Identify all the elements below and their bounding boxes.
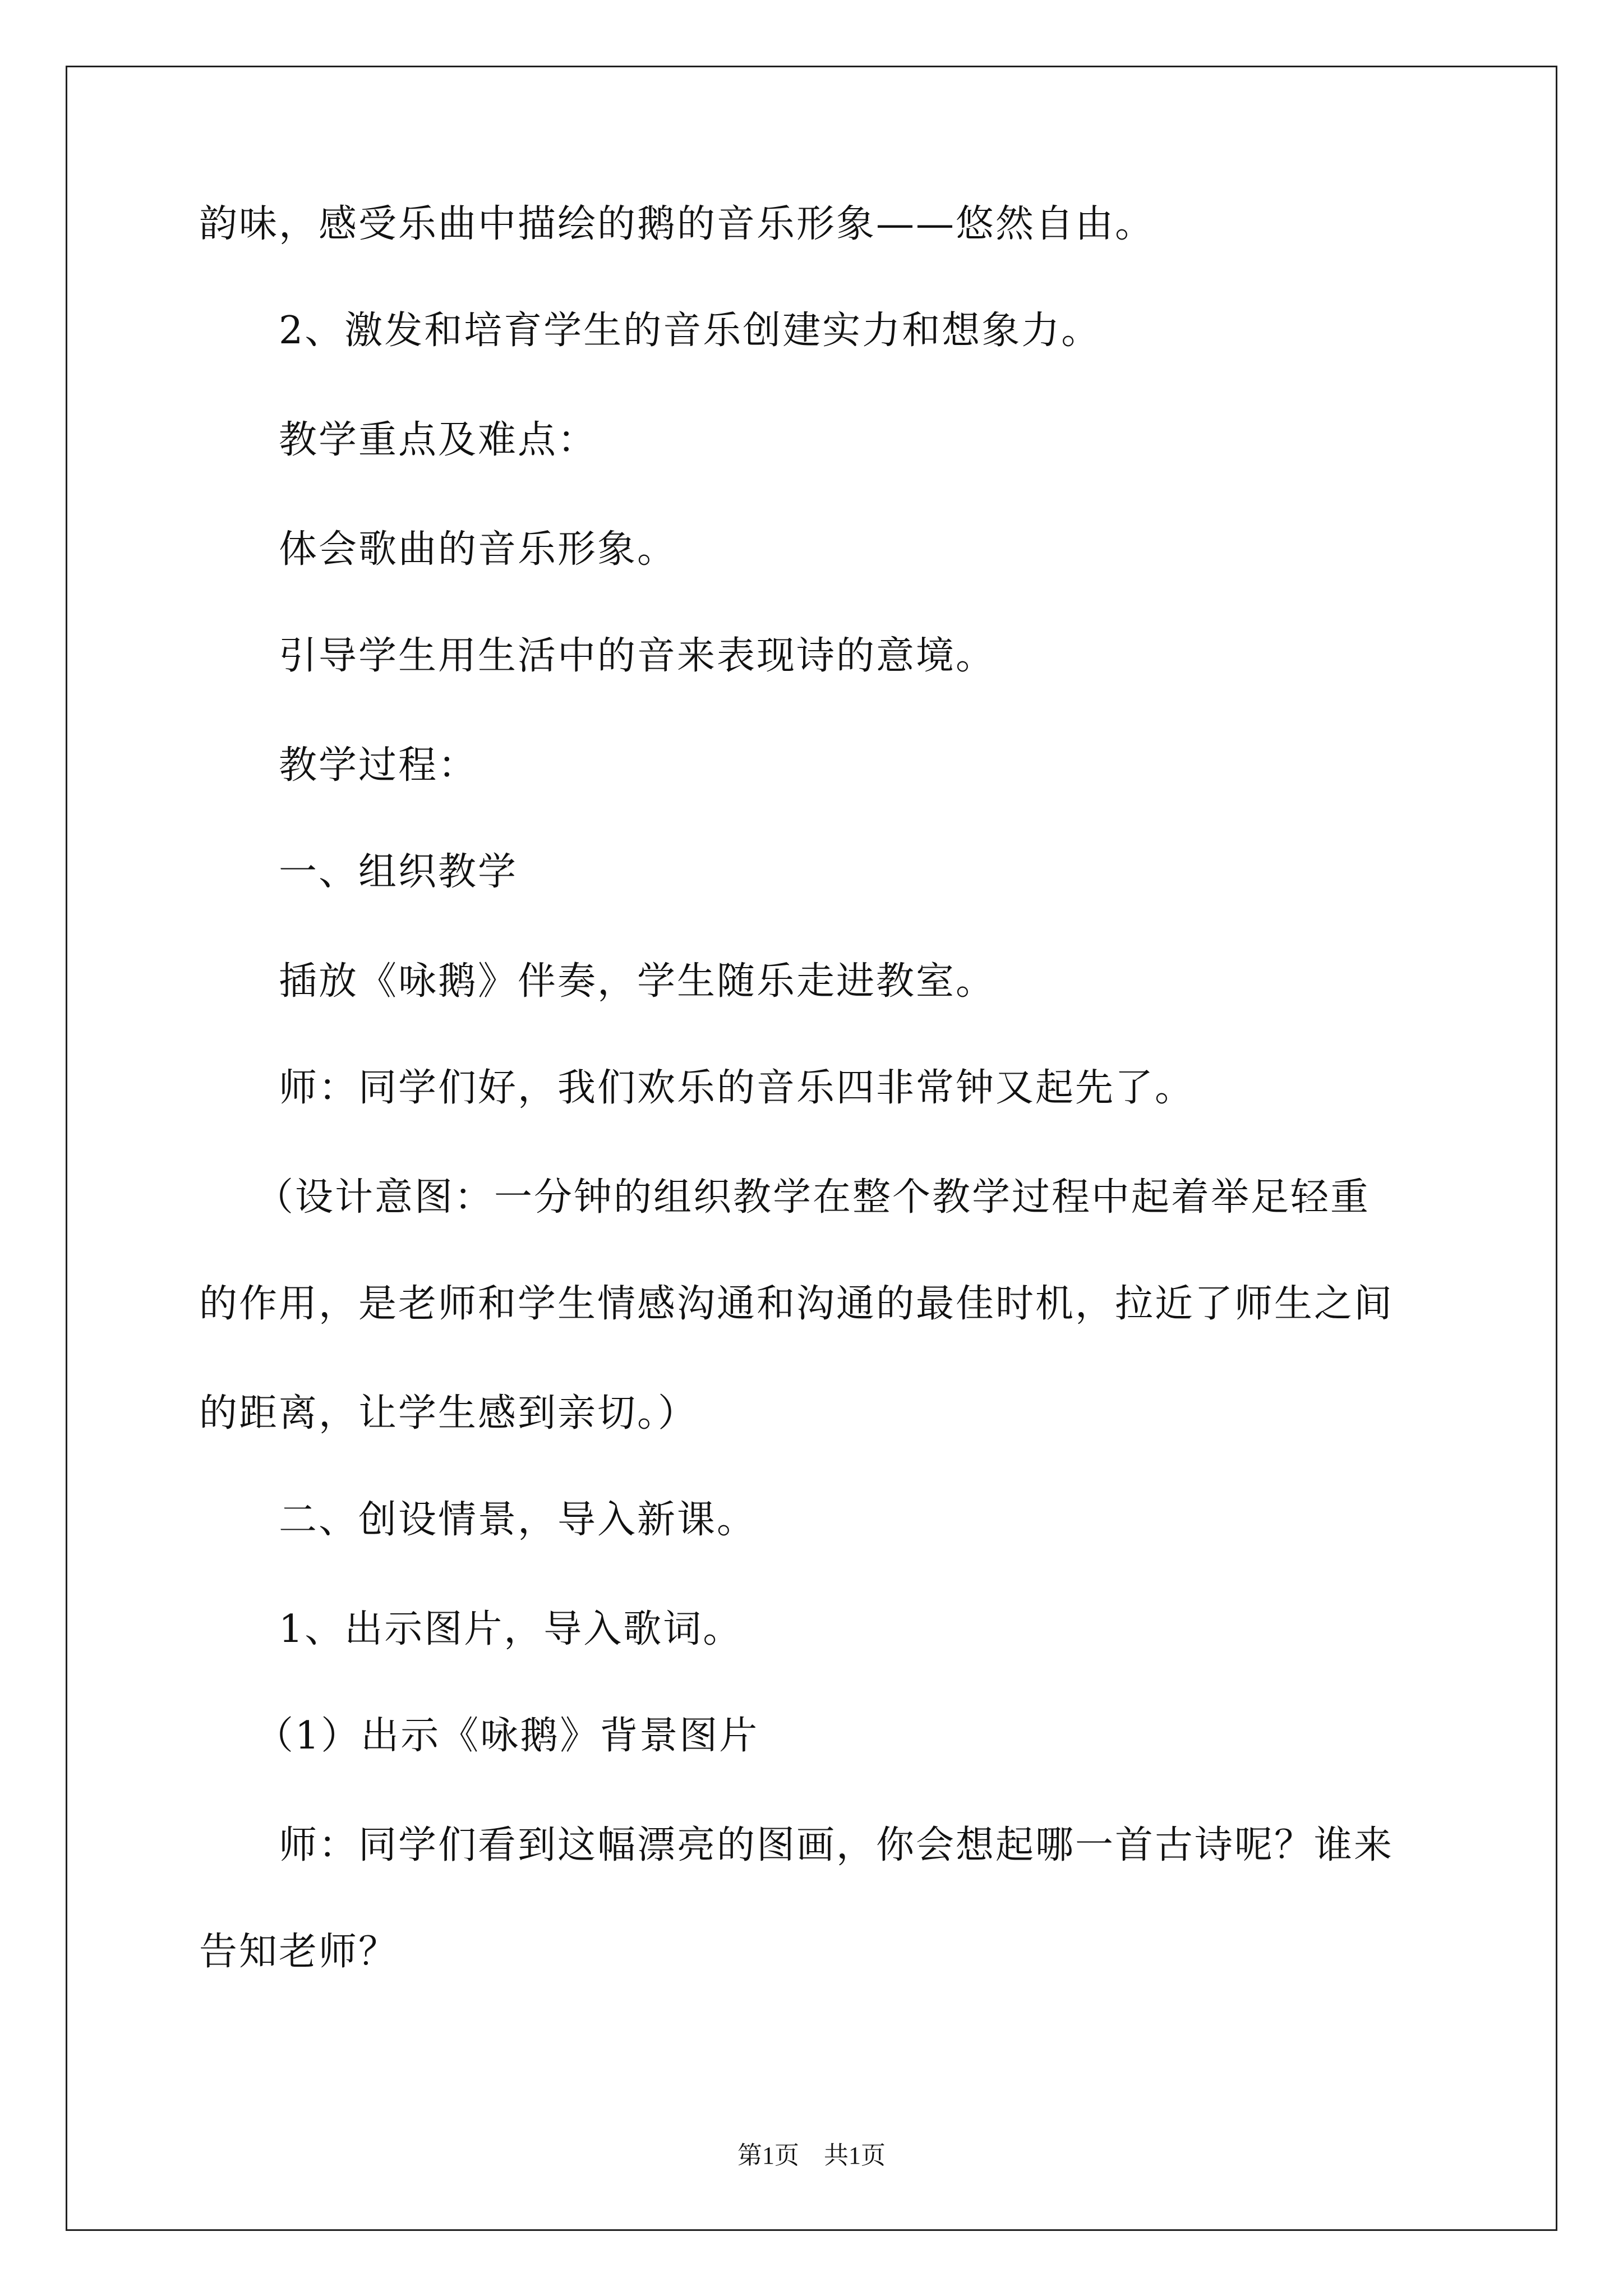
paragraph-line: 插放《咏鹅》伴奏，学生随乐走进教室。 xyxy=(279,959,996,1004)
paragraph-line: 告知老师？ xyxy=(199,1930,399,1974)
paragraph-line: 的作用，是老师和学生情感沟通和沟通的最佳时机，拉近了师生之间 xyxy=(199,1282,1394,1326)
paragraph-line: 1、出示图片，导入歌词。 xyxy=(279,1607,743,1651)
paragraph-line: 2、激发和培育学生的音乐创建实力和想象力。 xyxy=(279,309,1101,353)
page-footer: 第1页 共1页 xyxy=(737,2142,886,2169)
paragraph-line: 韵味，感受乐曲中描绘的鹅的音乐形象——悠然自由。 xyxy=(199,202,1155,246)
paragraph-line: 师：同学们好，我们欢乐的音乐四非常钟又起先了。 xyxy=(279,1066,1195,1110)
paragraph-line: （设计意图：一分钟的组织教学在整个教学过程中起着举足轻重 xyxy=(255,1175,1371,1220)
section-heading: 二、创设情景，导入新课。 xyxy=(279,1498,757,1542)
section-heading: 教学过程： xyxy=(279,743,478,788)
paragraph-line: 引导学生用生活中的音来表现诗的意境。 xyxy=(279,634,996,678)
paragraph-line: （1）出示《咏鹅》背景图片 xyxy=(255,1714,759,1758)
paragraph-line: 的距离，让学生感到亲切。） xyxy=(199,1391,698,1435)
paragraph-line: 体会歌曲的音乐形象。 xyxy=(279,527,677,572)
section-heading: 教学重点及难点： xyxy=(279,418,598,462)
page-border xyxy=(66,66,1557,2231)
section-heading: 一、组织教学 xyxy=(279,850,518,894)
paragraph-line: 师：同学们看到这幅漂亮的图画，你会想起哪一首古诗呢？谁来 xyxy=(279,1823,1394,1867)
